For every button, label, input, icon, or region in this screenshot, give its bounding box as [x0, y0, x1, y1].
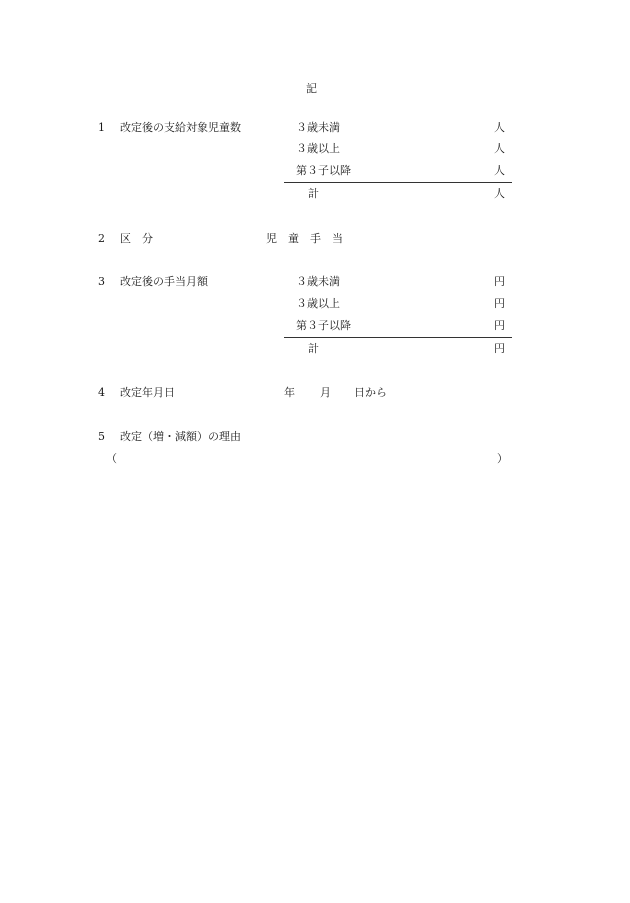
item3-row-under3-label: ３歳未満: [296, 275, 340, 288]
item3-row-third-child-label: 第３子以降: [296, 319, 351, 332]
item2-number: 2: [98, 232, 105, 245]
item4-label: 改定年月日: [120, 386, 175, 399]
item1-row-third-child-unit: 人: [494, 164, 505, 177]
item1-row-third-child-label: 第３子以降: [296, 164, 351, 177]
item1-total-unit: 人: [494, 187, 505, 200]
item1-number: 1: [98, 121, 105, 134]
item5-label: 改定（増・減額）の理由: [120, 430, 241, 443]
item3-row-over3-unit: 円: [494, 297, 505, 310]
item4-day-unit: 日から: [354, 386, 387, 399]
item4-number: 4: [98, 386, 105, 399]
item1-row-over3-label: ３歳以上: [296, 142, 340, 155]
item4-year-unit: 年: [284, 386, 295, 399]
item1-total-divider: [284, 182, 512, 183]
item5-number: 5: [98, 430, 105, 443]
item3-row-over3-label: ３歳以上: [296, 297, 340, 310]
item3-total-unit: 円: [494, 342, 505, 355]
heading-ki: 記: [306, 82, 317, 95]
item3-row-third-child-unit: 円: [494, 319, 505, 332]
item3-number: 3: [98, 275, 105, 288]
item3-row-under3-unit: 円: [494, 275, 505, 288]
item5-close-paren: ）: [497, 452, 508, 465]
item3-label: 改定後の手当月額: [120, 275, 208, 288]
item1-label: 改定後の支給対象児童数: [120, 121, 241, 134]
item3-total-label: 計: [308, 342, 319, 355]
item1-total-label: 計: [308, 187, 319, 200]
item1-row-over3-unit: 人: [494, 142, 505, 155]
item1-row-under3-unit: 人: [494, 121, 505, 134]
item3-total-divider: [284, 337, 512, 338]
item1-row-under3-label: ３歳未満: [296, 121, 340, 134]
item5-open-paren: （: [106, 452, 117, 465]
item4-month-unit: 月: [320, 386, 331, 399]
item2-value: 児 童 手 当: [266, 232, 343, 245]
item2-label: 区 分: [120, 232, 153, 245]
